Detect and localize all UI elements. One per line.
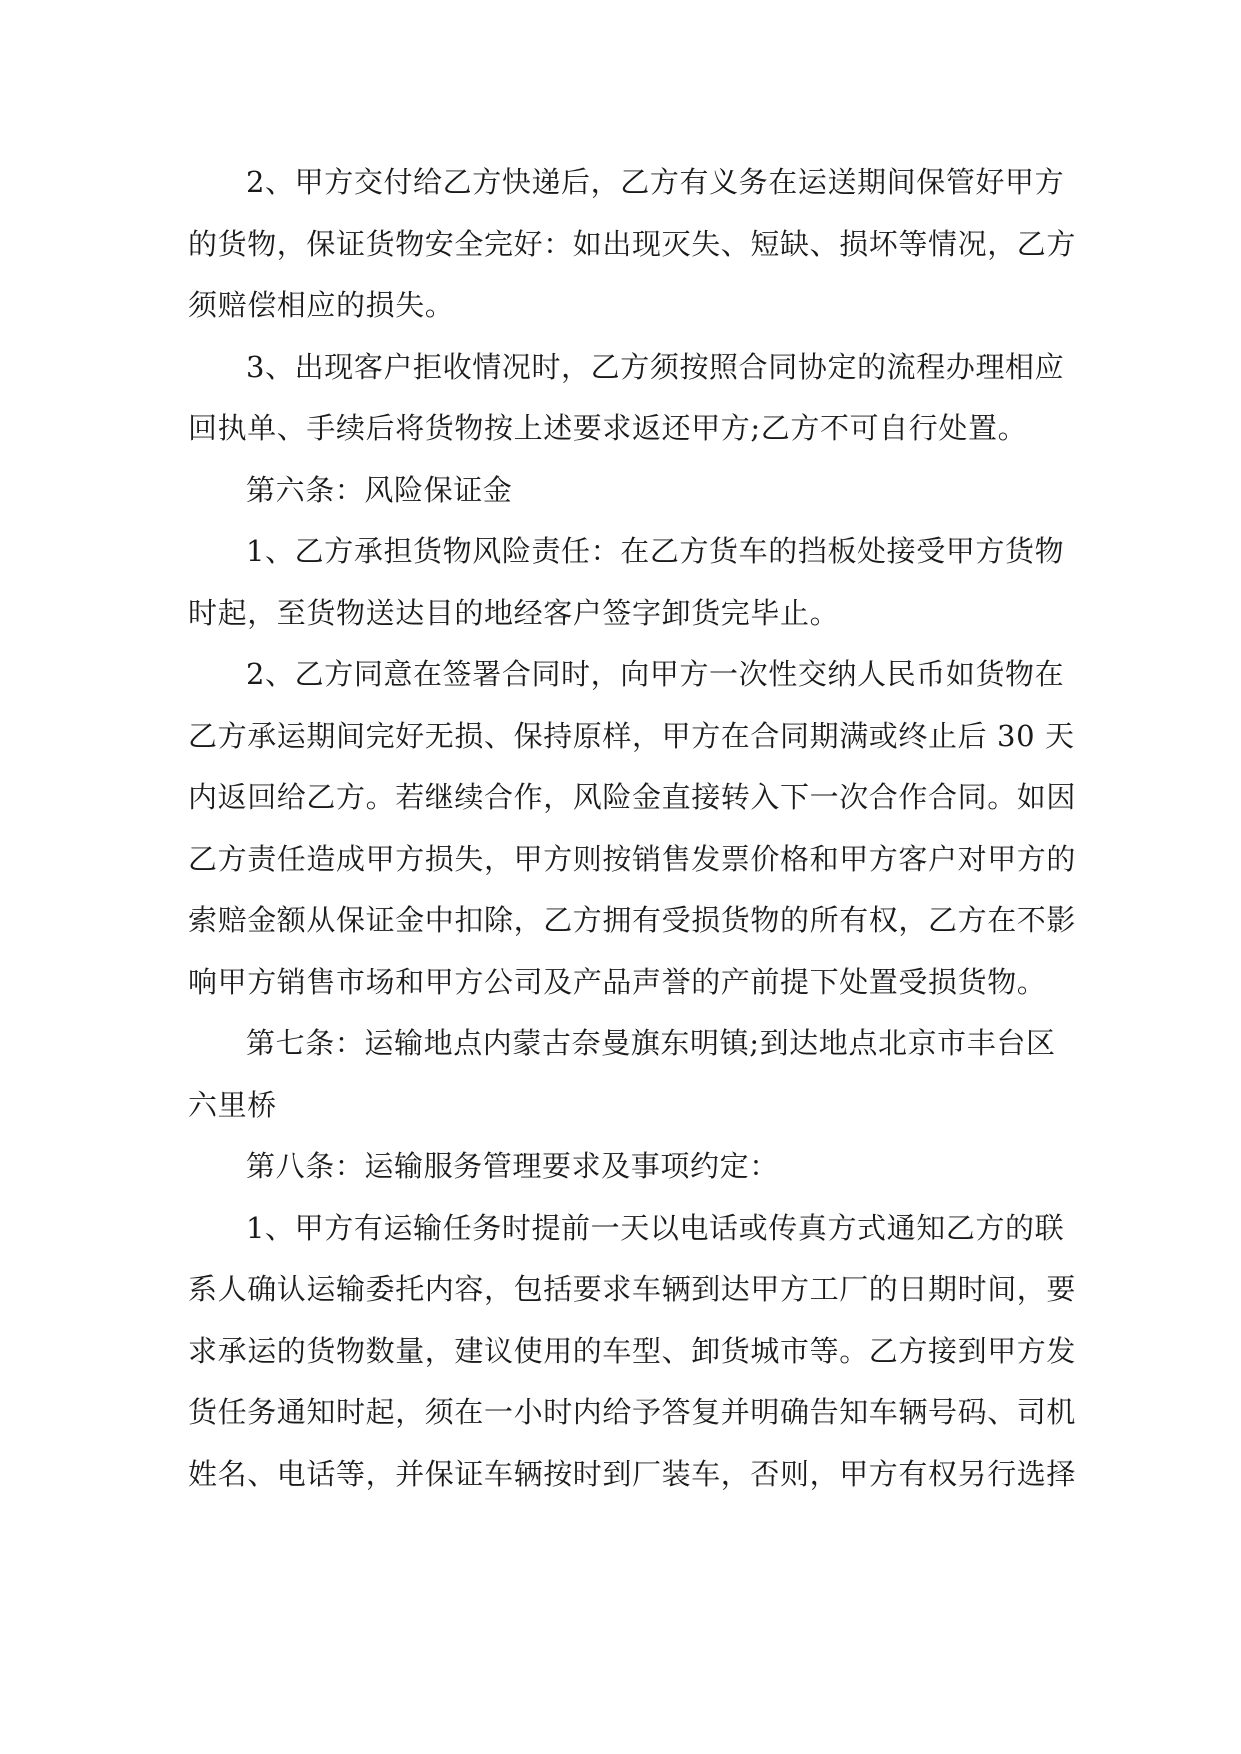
- text-line: 姓名、电话等，并保证车辆按时到厂装车，否则，甲方有权另行选择: [188, 1456, 1077, 1491]
- text-line: 的货物，保证货物安全完好：如出现灭失、短缺、损坏等情况，乙方: [188, 226, 1077, 261]
- paragraph-clause-3-rejection: [188, 337, 1065, 460]
- text-line: 时起，至货物送达目的地经客户签字卸货完毕止。: [188, 595, 840, 630]
- paragraph-article-8-clause-1: [188, 1198, 1077, 1506]
- heading-article-6: [188, 460, 1056, 522]
- text-line: 2、乙方同意在签署合同时，向甲方一次性交纳人民币如货物在: [246, 657, 1065, 691]
- document-page: [188, 152, 1077, 1505]
- text-line: 系人确认运输委托内容，包括要求车辆到达甲方工厂的日期时间，要: [188, 1272, 1077, 1306]
- text-line: 须赔偿相应的损失。: [188, 288, 455, 322]
- text-line: 第七条：运输地点内蒙古奈曼旗东明镇;到达地点北京市丰台区: [246, 1026, 1056, 1060]
- text-line: 乙方责任造成甲方损失，甲方则按销售发票价格和甲方客户对甲方的: [188, 841, 1077, 876]
- text-line: 1、甲方有运输任务时提前一天以电话或传真方式通知乙方的联: [246, 1210, 1065, 1245]
- paragraph-clause-2-safekeeping: [188, 152, 1077, 337]
- text-line: 响甲方销售市场和甲方公司及产品声誉的产前提下处置受损货物。: [188, 964, 1047, 999]
- text-line: 求承运的货物数量，建议使用的车型、卸货城市等。乙方接到甲方发: [188, 1333, 1077, 1368]
- text-line: 乙方承运期间完好无损、保持原样，甲方在合同期满或终止后 30 天: [188, 718, 1075, 753]
- text-line: 内返回给乙方。若继续合作，风险金直接转入下一次合作合同。如因: [188, 780, 1077, 814]
- text-line: 第八条：运输服务管理要求及事项约定：: [246, 1149, 779, 1183]
- text-line: 回执单、手续后将货物按上述要求返还甲方;乙方不可自行处置。: [188, 411, 1028, 445]
- text-line: 六里桥: [188, 1087, 277, 1122]
- text-line: 3、出现客户拒收情况时，乙方须按照合同协定的流程办理相应: [246, 349, 1065, 384]
- text-line: 1、乙方承担货物风险责任：在乙方货车的挡板处接受甲方货物: [246, 534, 1065, 568]
- heading-article-7: [188, 1013, 1056, 1136]
- paragraph-article-6-clause-2: [188, 644, 1077, 1013]
- text-line: 第六条：风险保证金: [246, 472, 513, 507]
- heading-article-8: [188, 1136, 1056, 1198]
- text-line: 货任务通知时起，须在一小时内给予答复并明确告知车辆号码、司机: [188, 1395, 1077, 1429]
- text-line: 索赔金额从保证金中扣除，乙方拥有受损货物的所有权，乙方在不影: [188, 903, 1077, 937]
- paragraph-article-6-clause-1: [188, 521, 1065, 644]
- text-line: 2、甲方交付给乙方快递后，乙方有义务在运送期间保管好甲方: [246, 165, 1065, 199]
